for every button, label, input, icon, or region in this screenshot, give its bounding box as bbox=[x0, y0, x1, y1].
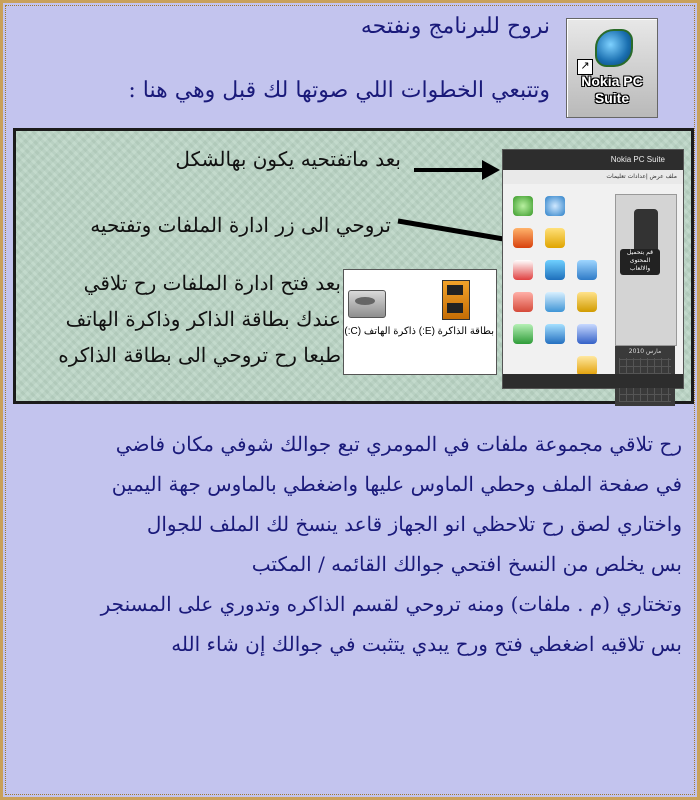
step-1-text: بعد ماتفتحيه يكون بهالشكل bbox=[175, 147, 401, 171]
windows-icon[interactable] bbox=[577, 356, 597, 376]
calendar-title: مارس 2010 bbox=[628, 348, 662, 355]
arrow-head-1 bbox=[482, 160, 500, 180]
nokia-pc-suite-desktop-icon[interactable] bbox=[566, 18, 658, 118]
nokia-statusbar bbox=[503, 374, 683, 388]
body-line-2: في صفحة الملف وحطي الماوس عليها واضغطي بالماوس جهة اليمين bbox=[111, 472, 682, 496]
phone-memory-label[interactable]: ذاكرة الهاتف (C:) bbox=[344, 326, 416, 337]
hard-drive-icon[interactable] bbox=[348, 290, 386, 318]
file-manager-window bbox=[343, 269, 497, 375]
intro-line-2: وتتبعي الخطوات اللي صوتها لك قبل وهي هنا : bbox=[128, 78, 550, 103]
store-icon[interactable] bbox=[513, 324, 533, 344]
memory-card-icon[interactable] bbox=[442, 280, 470, 320]
sync-icon[interactable] bbox=[545, 228, 565, 248]
backup-icon[interactable] bbox=[577, 292, 597, 312]
body-line-3: واختاري لصق رح تلاحظي انو الجهاز قاعد ينسخ لك الملف للجوال bbox=[146, 512, 682, 536]
video-icon[interactable] bbox=[513, 228, 533, 248]
phone-tip: قم بتحميل المحتوى والالعاب bbox=[620, 249, 660, 275]
install-icon[interactable] bbox=[513, 292, 533, 312]
apps-icon[interactable] bbox=[545, 324, 565, 344]
instruction-panel bbox=[13, 128, 694, 404]
nokia-window-titlebar: Nokia PC Suite bbox=[503, 150, 683, 170]
step-3-line-2: عندك بطاقة الذاكر وذاكرة الهاتف bbox=[65, 307, 341, 331]
contacts-icon[interactable] bbox=[545, 260, 565, 280]
web-icon[interactable] bbox=[513, 196, 533, 216]
body-line-5: وتختاري (م . ملفات) ومنه تروحي لقسم الذاكره وتدوري على المسنجر bbox=[100, 592, 682, 616]
instructions-body bbox=[42, 424, 682, 664]
phone-preview bbox=[615, 194, 677, 346]
memory-card-label[interactable]: بطاقة الذاكرة (E:) bbox=[418, 326, 494, 337]
shortcut-arrow-icon: ↗ bbox=[577, 59, 593, 75]
body-line-4: بس يخلص من النسخ افتحي جوالك القائمه / المكتب bbox=[251, 552, 682, 576]
calendar-icon[interactable] bbox=[513, 260, 533, 280]
intro-line-1: نروح للبرنامج ونفتحه bbox=[360, 14, 550, 39]
nokia-pc-suite-window bbox=[502, 149, 684, 389]
step-2-text: تروحي الى زر ادارة الملفات وتفتحيه bbox=[90, 213, 391, 237]
app-icon-label: Nokia PC Suite bbox=[581, 73, 643, 106]
messaging-icon[interactable] bbox=[545, 196, 565, 216]
gallery-icon[interactable] bbox=[577, 324, 597, 344]
step-3-line-3: طبعا رح تروحي الى بطاقة الذاكره bbox=[58, 343, 341, 367]
file-manager-icon[interactable] bbox=[577, 260, 597, 280]
step-3-line-1: بعد فتح ادارة الملفات رح تلاقي bbox=[83, 271, 341, 295]
body-line-6: بس تلاقيه اضغطي فتح ورح يبدي يتثبت في جوالك إن شاء الله bbox=[171, 632, 682, 656]
music-icon[interactable] bbox=[545, 292, 565, 312]
nokia-pc-suite-icon bbox=[595, 29, 633, 67]
arrow-to-window bbox=[414, 168, 484, 172]
body-line-1: رح تلاقي مجموعة ملفات في المومري تبع جوالك شوفي مكان فاضي bbox=[115, 432, 682, 456]
nokia-menubar[interactable]: ملف عرض إعدادات تعليمات bbox=[503, 170, 683, 184]
